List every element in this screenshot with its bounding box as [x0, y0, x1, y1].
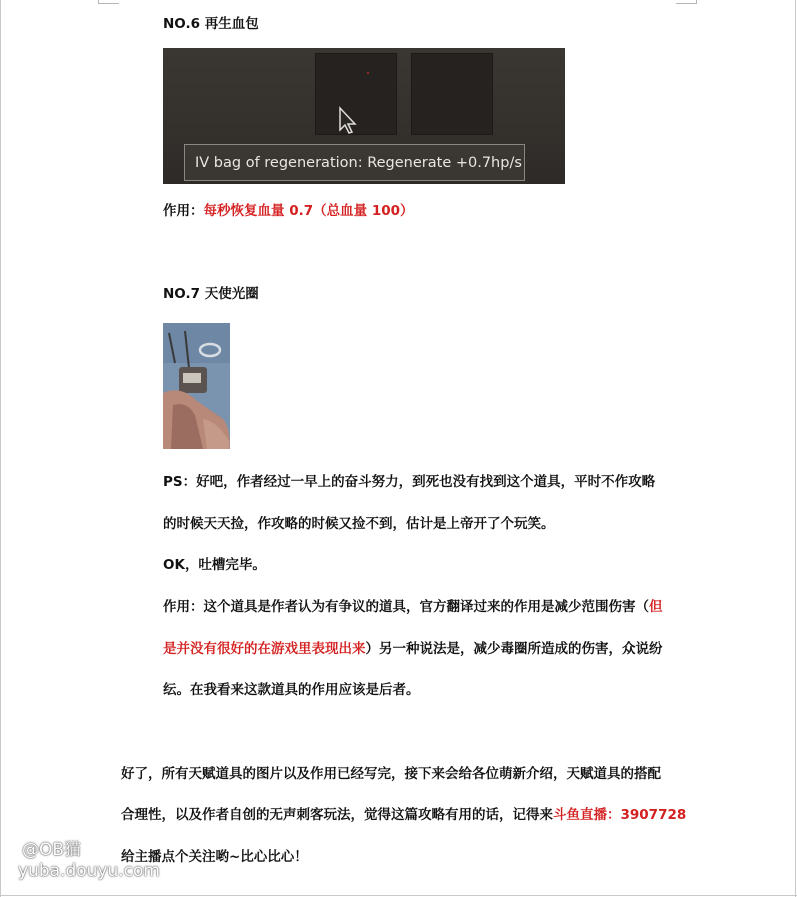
mouse-cursor-icon	[338, 106, 358, 134]
ok-line: OK，吐槽完毕。	[163, 557, 266, 573]
item7-effect-line-3: 纭。在我看来这款道具的作用应该是后者。	[163, 682, 420, 698]
closing-line-2	[121, 806, 686, 824]
watermark-site: yuba.douyu.com	[18, 861, 160, 881]
inventory-slot	[411, 53, 493, 135]
effect-label: 作用：	[163, 203, 204, 219]
crop-mark-left	[98, 0, 119, 4]
closing-text: 合理性，以及作者自创的无声刺客玩法，觉得这篇攻略有用的话，记得来	[121, 807, 553, 823]
watermark-author: @OB猫	[22, 840, 82, 860]
page-border-right	[795, 0, 796, 897]
item-marker	[367, 72, 369, 74]
crop-mark-right	[676, 0, 697, 4]
effect-value: 每秒恢复血量 0.7（总血量 100）	[203, 203, 414, 219]
effect-highlight: 是并没有很好的在游戏里表现出来	[163, 641, 366, 657]
effect-text: 作用：这个道具是作者认为有争议的道具，官方翻译过来的作用是减少范围伤害（	[163, 599, 649, 615]
effect-text: ）另一种说法是，减少毒圈所造成的伤害，众说纷	[365, 641, 663, 657]
page-border-bottom	[0, 895, 797, 896]
item7-heading: NO.7 天使光圈	[163, 286, 259, 302]
item6-effect	[163, 202, 414, 220]
ps-line-2: 的时候天天捡，作攻略的时候又捡不到，估计是上帝开了个玩笑。	[163, 516, 555, 532]
ps-line-1: PS：好吧，作者经过一早上的奋斗努力，到死也没有找到这个道具，平时不作攻略	[163, 474, 656, 490]
effect-highlight: 但	[649, 599, 663, 615]
item7-effect-line-2	[163, 640, 663, 658]
item6-heading: NO.6 再生血包	[163, 16, 259, 32]
item6-screenshot	[163, 48, 565, 184]
halo-photo-image	[163, 323, 230, 449]
item7-photo	[163, 323, 230, 449]
item-tooltip: IV bag of regeneration: Regenerate +0.7hp/s	[184, 144, 525, 181]
page-border-left	[0, 0, 1, 897]
closing-line-3: 给主播点个关注哟~比心比心！	[121, 849, 308, 865]
douyu-room-link[interactable]: 斗鱼直播：3907728	[553, 807, 687, 823]
item7-effect-line-1	[163, 598, 663, 616]
closing-line-1: 好了，所有天赋道具的图片以及作用已经写完，接下来会给各位萌新介绍，天赋道具的搭配	[121, 766, 661, 782]
